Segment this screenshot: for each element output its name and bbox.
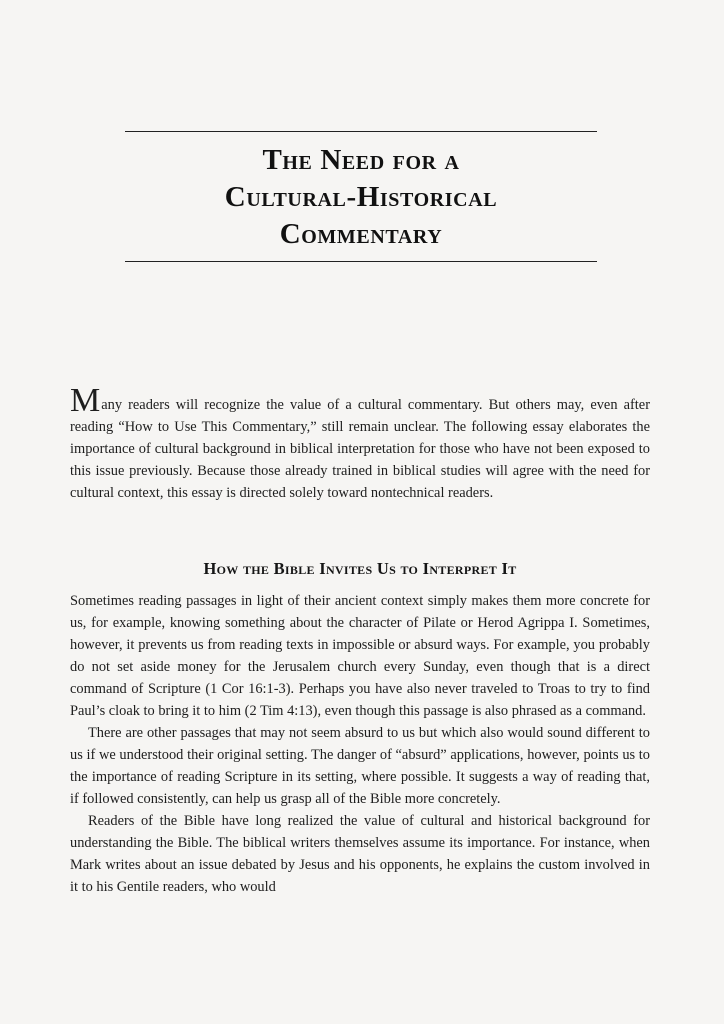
- section-heading: How the Bible Invites Us to Interpret It: [203, 559, 517, 578]
- body-paragraph-1: Sometimes reading passages in light of their ancient context simply makes them more concrete for us, for example, knowing something about the character of Pilate or Herod Agrippa I. Sometimes, however, it prevents us from reading texts in impossible or absurd ways. For example, you probably do not set aside money for the Jerusalem church every Sunday, even though that is a direct command of Scripture (1 Cor 16:1-3). Perhaps you have also never traveled to Troas to try to find Paul’s cloak to bring it to him (2 Tim 4:13), even though this passage is also phrased as a command.: [70, 593, 650, 719]
- chapter-title: [125, 142, 597, 253]
- body-paragraph-3: Readers of the Bible have long realized the value of cultural and historical background for understanding the Bible. The biblical writers themselves assume its importance. For instance, when Mark writes about an issue debated by Jesus and his opponents, he explains the custom involved in it to his Gentile readers, who would: [70, 813, 650, 895]
- body-paragraph-2: There are other passages that may not seem absurd to us but which also would sound different to us if we understood their original setting. The danger of “absurd” applications, however, points us to the importance of reading Scripture in its setting, where possible. It suggests a way of reading that, if followed consistently, can help us grasp all of the Bible more concretely.: [70, 725, 650, 807]
- drop-cap: M: [70, 382, 101, 419]
- title-top-rule: [125, 131, 597, 132]
- chapter-title-line-2: Cultural-Historical: [224, 181, 498, 213]
- title-bottom-rule: [125, 261, 597, 262]
- section-body: [70, 590, 650, 898]
- chapter-title-line-3: Commentary: [279, 218, 443, 250]
- chapter-title-line-1: The Need for a: [262, 144, 460, 176]
- intro-text: any readers will recognize the value of a cultural commentary. But others may, even after reading “How to Use This Commentary,” still remain unclear. The following essay elaborates the importance of cultural background in biblical interpretation for those who have not been exposed to this issue previously. Because those already trained in biblical studies will agree with the need for cultural context, this essay is directed solely toward nontechnical readers.: [70, 397, 650, 501]
- intro-paragraph: [70, 382, 650, 504]
